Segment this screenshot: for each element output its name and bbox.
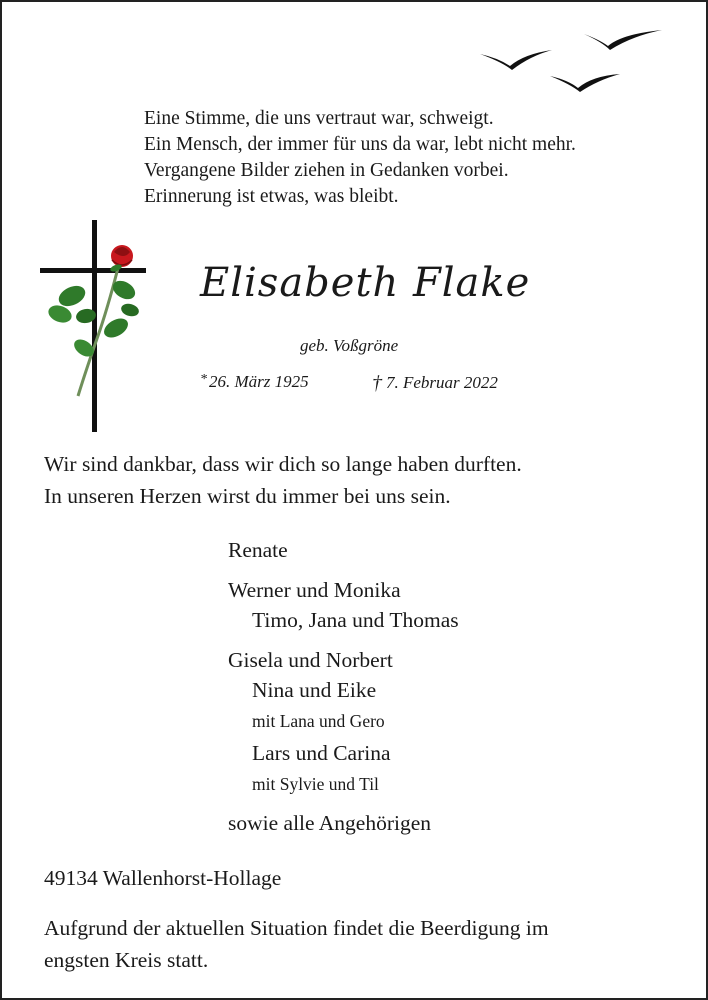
- cross-with-rose-icon: [38, 220, 152, 434]
- death-date-group: [372, 372, 498, 395]
- birth-star-icon: *: [200, 372, 207, 387]
- poem-line: Erinnerung ist etwas, was bleibt.: [144, 186, 399, 207]
- funeral-notice: [44, 912, 684, 976]
- family-member: Gisela und Norbert: [228, 648, 393, 672]
- place: 49134 Wallenhorst-Hollage: [44, 866, 282, 890]
- family-member: Nina und Eike: [252, 678, 377, 702]
- birth-date-group: [200, 372, 309, 392]
- thanks-text: [44, 448, 684, 512]
- thanks-line: In unseren Herzen wirst du immer bei uns sein.: [44, 484, 451, 508]
- poem: [144, 106, 684, 210]
- poem-line: Vergangene Bilder ziehen in Gedanken vorbei.: [144, 160, 509, 181]
- deceased-name: Elisabeth Flake: [200, 260, 531, 306]
- thanks-line: Wir sind dankbar, dass wir dich so lange haben durften.: [44, 452, 522, 476]
- family-member: Werner und Monika: [228, 578, 401, 602]
- birth-name: geb. Voßgröne: [300, 336, 399, 355]
- family-member: Timo, Jana und Thomas: [252, 608, 459, 632]
- notice-line: engsten Kreis statt.: [44, 948, 209, 972]
- family-member: Renate: [228, 538, 288, 562]
- family-member: mit Sylvie und Til: [252, 774, 379, 794]
- family-list: [228, 538, 688, 839]
- family-member: mit Lana und Gero: [252, 711, 385, 731]
- death-cross-icon: †: [372, 372, 382, 394]
- family-member: sowie alle Angehörigen: [228, 811, 432, 835]
- poem-line: Eine Stimme, die uns vertraut war, schweigt.: [144, 108, 494, 129]
- birds-icon: [472, 20, 672, 100]
- family-member: Lars und Carina: [252, 741, 391, 765]
- death-date: 7. Februar 2022: [386, 373, 498, 392]
- notice-line: Aufgrund der aktuellen Situation findet die Beerdigung im: [44, 916, 549, 940]
- birth-date: 26. März 1925: [209, 372, 309, 391]
- poem-line: Ein Mensch, der immer für uns da war, lebt nicht mehr.: [144, 134, 576, 155]
